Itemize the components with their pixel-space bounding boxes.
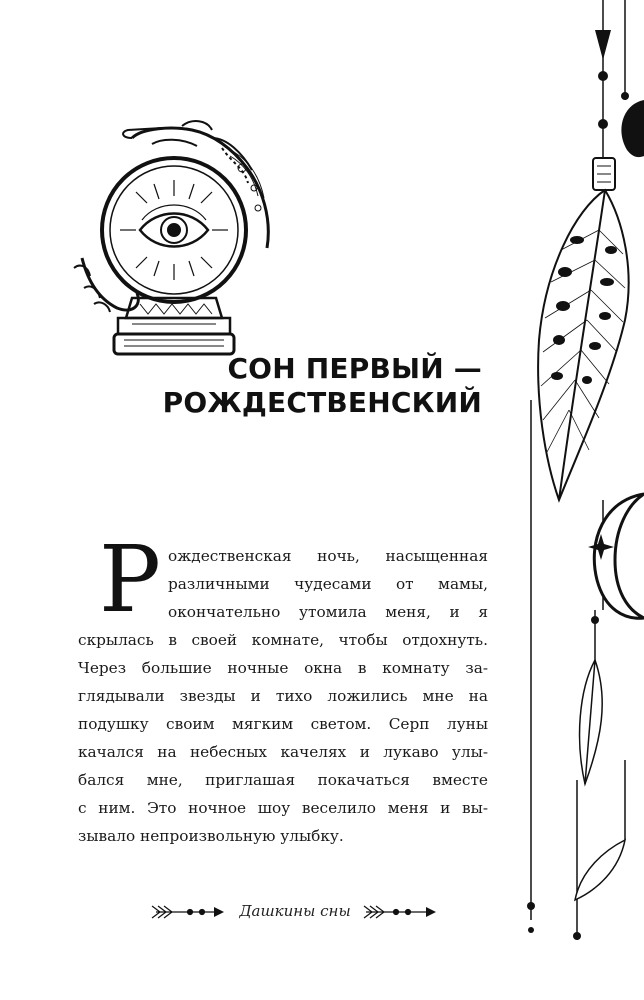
drop-cap: Р <box>99 526 161 633</box>
page-footer <box>150 898 440 928</box>
arrowhead-icon <box>595 30 611 60</box>
text-line: Через большие ночные окна в комнату за- <box>78 659 488 677</box>
text-line: качался на небесных качелях и лукаво улы- <box>78 743 488 761</box>
arrow-right-icon <box>362 902 436 922</box>
small-feather-icon <box>575 660 625 900</box>
running-title: Дашкины сны <box>239 902 351 920</box>
chapter-title-line-2: РОЖДЕСТВЕНСКИЙ <box>162 386 482 419</box>
feather-icon <box>538 190 629 500</box>
text-line: зывало непроизвольную улыбку. <box>78 827 344 845</box>
text-line: подушку своим мягким светом. Серп луны <box>78 715 488 733</box>
crystal-ball-illustration <box>62 108 284 368</box>
dreamcatcher-illustration <box>515 0 644 1000</box>
arrow-left-icon <box>150 902 224 922</box>
chapter-title <box>140 352 482 420</box>
text-line: глядывали звезды и тихо ложились мне на <box>78 687 488 705</box>
chapter-title-line-1: СОН ПЕРВЫЙ — <box>227 352 482 385</box>
text-line: окончательно утомила меня, и я <box>168 603 488 621</box>
text-line: бался мне, приглашая покачаться вместе <box>78 771 488 789</box>
text-line: с ним. Это ночное шоу веселило меня и вы- <box>78 799 488 817</box>
text-line: различными чудесами от мамы, <box>168 575 488 593</box>
moon-icon <box>621 100 644 157</box>
text-line: ождественская ночь, насыщенная <box>168 547 488 565</box>
text-line: скрылась в своей комнате, чтобы отдохнуть. <box>78 631 488 649</box>
body-paragraph <box>78 542 488 850</box>
